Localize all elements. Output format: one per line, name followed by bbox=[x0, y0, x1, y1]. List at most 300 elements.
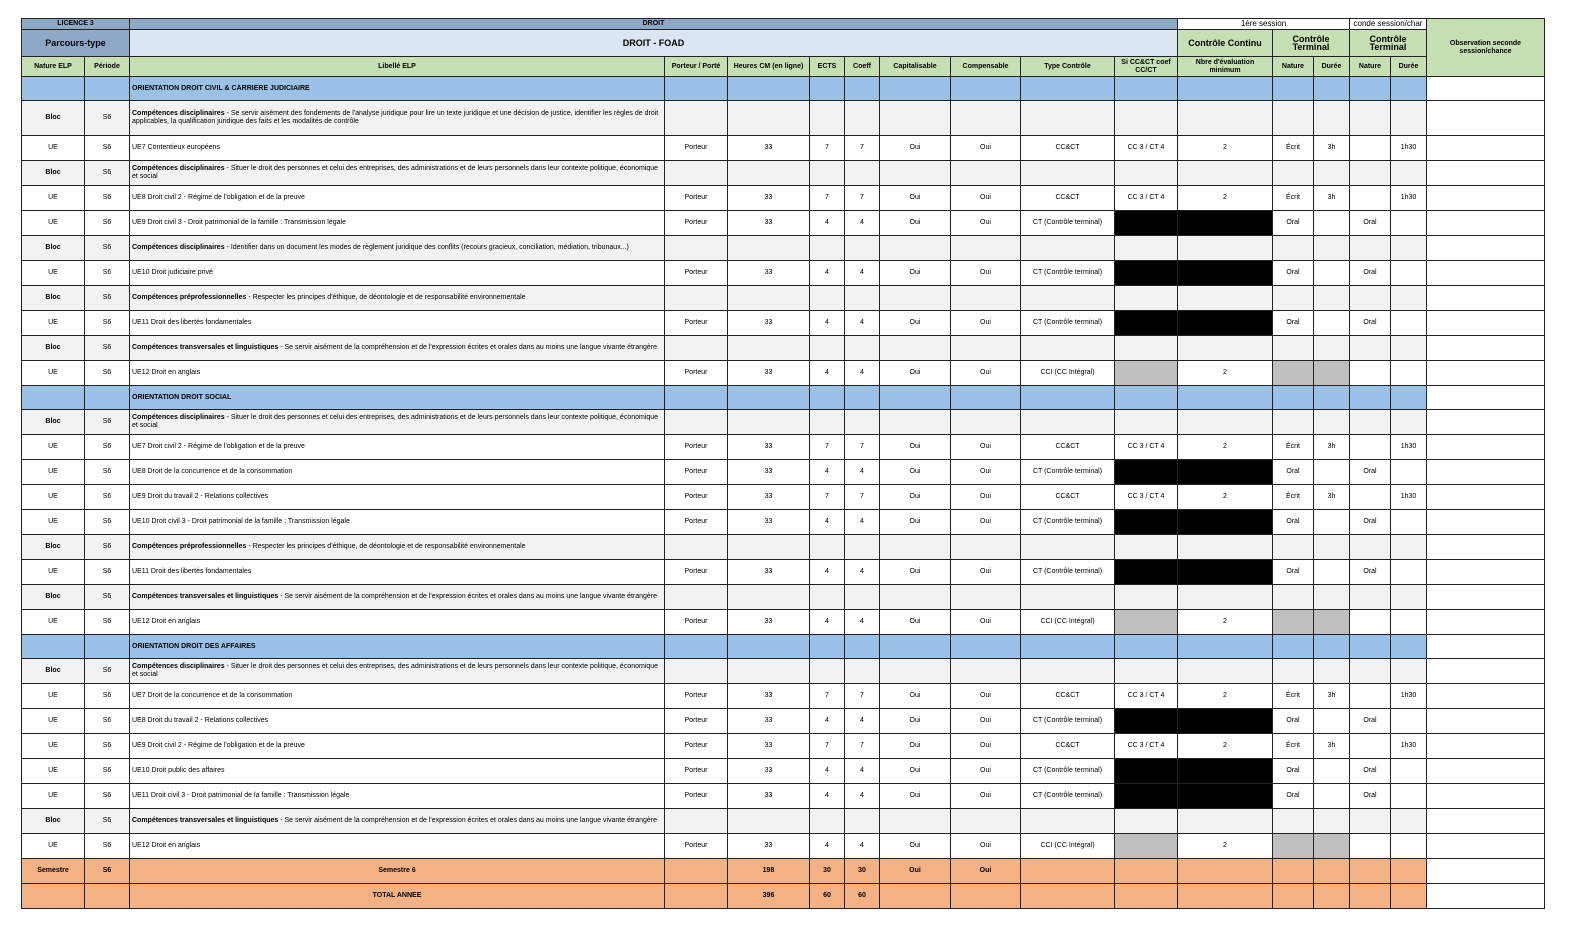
libelle-cell bbox=[130, 410, 665, 435]
competence-description: - Situer le droit des personnes et celui des entreprises, des administrations et de leurs personnels dans leur contexte politique, économique et social bbox=[132, 663, 659, 678]
ue-row bbox=[22, 361, 1545, 386]
heures-cell: 33 bbox=[728, 485, 810, 510]
libelle-cell: UE11 Droit civil 3 - Droit patrimonial de la famille : Transmission légale bbox=[130, 784, 665, 809]
empty-cell bbox=[728, 386, 810, 410]
empty-cell bbox=[728, 809, 810, 834]
periode-cell: S6 bbox=[85, 535, 130, 560]
nature-second-cell: Oral bbox=[1350, 460, 1391, 485]
empty-cell bbox=[810, 101, 845, 136]
libelle-cell: UE12 Droit en anglais bbox=[130, 610, 665, 635]
heures-cell: 33 bbox=[728, 136, 810, 161]
competence-title: Compétences transversales et linguistiques bbox=[132, 344, 279, 351]
compensable-cell: Oui bbox=[951, 560, 1021, 585]
porteur-cell bbox=[665, 859, 728, 884]
capitalisable-cell: Oui bbox=[880, 361, 951, 386]
empty-cell bbox=[1314, 286, 1350, 311]
periode-cell: S6 bbox=[85, 311, 130, 336]
compensable-cell: Oui bbox=[951, 261, 1021, 286]
type-controle-cell: CC&CT bbox=[1021, 186, 1115, 211]
ue-row bbox=[22, 211, 1545, 236]
nature-second-cell: Oral bbox=[1350, 709, 1391, 734]
nature-terminal-cell: Oral bbox=[1273, 211, 1314, 236]
libelle-cell: UE9 Droit civil 3 - Droit patrimonial de la famille : Transmission légale bbox=[130, 211, 665, 236]
empty-cell bbox=[1350, 77, 1391, 101]
nbre-evaluation-cell bbox=[1178, 759, 1273, 784]
porteur-cell: Porteur bbox=[665, 510, 728, 535]
ects-cell: 4 bbox=[810, 759, 845, 784]
empty-cell bbox=[1115, 535, 1178, 560]
compensable-cell: Oui bbox=[951, 136, 1021, 161]
empty-cell bbox=[1178, 336, 1273, 361]
col-duree1: Durée bbox=[1314, 57, 1350, 77]
empty-cell bbox=[880, 286, 951, 311]
nbre-evaluation-cell: 2 bbox=[1178, 610, 1273, 635]
porteur-cell: Porteur bbox=[665, 734, 728, 759]
heures-total-cell: 198 bbox=[728, 859, 810, 884]
duree-terminal-cell: 3h bbox=[1314, 485, 1350, 510]
observation-cell bbox=[1427, 485, 1545, 510]
periode-cell: S6 bbox=[85, 659, 130, 684]
empty-cell bbox=[880, 236, 951, 261]
nature-cell: UE bbox=[22, 759, 85, 784]
empty-cell bbox=[1021, 236, 1115, 261]
periode-cell bbox=[85, 884, 130, 909]
nature-cell: Bloc bbox=[22, 809, 85, 834]
empty-cell bbox=[880, 809, 951, 834]
observation-header: Observation seconde session/chance bbox=[1427, 19, 1545, 77]
col-coef: Si CC&CT coef CC/CT bbox=[1115, 57, 1178, 77]
duree-terminal-cell bbox=[1314, 759, 1350, 784]
libelle-cell: UE8 Droit civil 2 - Régime de l'obligation et de la preuve bbox=[130, 186, 665, 211]
capitalisable-cell: Oui bbox=[880, 435, 951, 460]
empty-cell bbox=[728, 286, 810, 311]
empty-cell bbox=[951, 659, 1021, 684]
ue-row bbox=[22, 136, 1545, 161]
ects-cell: 4 bbox=[810, 261, 845, 286]
empty-cell bbox=[951, 236, 1021, 261]
duree-terminal-cell bbox=[1314, 261, 1350, 286]
empty-cell bbox=[1115, 585, 1178, 610]
empty-cell bbox=[951, 336, 1021, 361]
duree-terminal-cell: 3h bbox=[1314, 734, 1350, 759]
duree-terminal-cell: 3h bbox=[1314, 435, 1350, 460]
empty-cell bbox=[1115, 809, 1178, 834]
empty-cell bbox=[1115, 659, 1178, 684]
ue-row bbox=[22, 759, 1545, 784]
nature-cell: UE bbox=[22, 510, 85, 535]
periode-cell bbox=[85, 386, 130, 410]
nature-cell: UE bbox=[22, 684, 85, 709]
heures-total-cell: 396 bbox=[728, 884, 810, 909]
observation-cell bbox=[1427, 161, 1545, 186]
empty-cell bbox=[1021, 859, 1115, 884]
coef-cell: CC 3 / CT 4 bbox=[1115, 186, 1178, 211]
ects-cell: 4 bbox=[810, 610, 845, 635]
porteur-cell: Porteur bbox=[665, 784, 728, 809]
porteur-cell bbox=[665, 884, 728, 909]
empty-cell bbox=[1314, 410, 1350, 435]
nature-cell: UE bbox=[22, 186, 85, 211]
nbre-evaluation-cell bbox=[1178, 560, 1273, 585]
libelle-cell bbox=[130, 101, 665, 136]
nature-cell: Bloc bbox=[22, 535, 85, 560]
capitalisable-cell: Oui bbox=[880, 311, 951, 336]
empty-cell bbox=[1273, 336, 1314, 361]
empty-cell bbox=[728, 101, 810, 136]
empty-cell bbox=[1314, 535, 1350, 560]
empty-cell bbox=[1314, 585, 1350, 610]
duree-terminal-cell bbox=[1314, 610, 1350, 635]
heures-cell: 33 bbox=[728, 510, 810, 535]
competence-title: Compétences préprofessionnelles bbox=[132, 294, 247, 301]
competence-description: - Respecter les principes d'éthique, de déontologie et de responsabilité environnementale bbox=[246, 543, 526, 550]
empty-cell bbox=[845, 77, 880, 101]
empty-cell bbox=[1350, 236, 1391, 261]
type-controle-cell: CT (Contrôle terminal) bbox=[1021, 311, 1115, 336]
observation-cell bbox=[1427, 211, 1545, 236]
periode-cell: S6 bbox=[85, 211, 130, 236]
compensable-cell: Oui bbox=[951, 485, 1021, 510]
nature-terminal-cell: Oral bbox=[1273, 709, 1314, 734]
capitalisable-cell: Oui bbox=[880, 485, 951, 510]
periode-cell: S6 bbox=[85, 435, 130, 460]
competence-title: Compétences disciplinaires bbox=[132, 414, 225, 421]
empty-cell bbox=[810, 161, 845, 186]
libelle-cell: UE11 Droit des libertés fondamentales bbox=[130, 311, 665, 336]
licence-cell: LICENCE 3 bbox=[22, 19, 130, 30]
col-coeff: Coeff bbox=[845, 57, 880, 77]
empty-cell bbox=[810, 386, 845, 410]
coeff-cell: 7 bbox=[845, 485, 880, 510]
compensable-cell bbox=[951, 884, 1021, 909]
empty-cell bbox=[728, 635, 810, 659]
ects-cell: 4 bbox=[810, 560, 845, 585]
empty-cell bbox=[1021, 535, 1115, 560]
nature-terminal-cell: Oral bbox=[1273, 261, 1314, 286]
coeff-cell: 4 bbox=[845, 834, 880, 859]
empty-cell bbox=[1178, 635, 1273, 659]
duree-second-cell bbox=[1391, 610, 1427, 635]
periode-cell: S6 bbox=[85, 101, 130, 136]
empty-cell bbox=[1178, 77, 1273, 101]
empty-cell bbox=[1021, 336, 1115, 361]
empty-cell bbox=[1273, 809, 1314, 834]
empty-cell bbox=[810, 336, 845, 361]
empty-cell bbox=[1273, 386, 1314, 410]
empty-cell bbox=[1021, 884, 1115, 909]
empty-cell bbox=[665, 386, 728, 410]
nbre-evaluation-cell bbox=[1178, 709, 1273, 734]
empty-cell bbox=[1021, 659, 1115, 684]
nature-second-cell: Oral bbox=[1350, 510, 1391, 535]
empty-cell bbox=[1314, 77, 1350, 101]
nbre-evaluation-cell bbox=[1178, 784, 1273, 809]
nature-second-cell bbox=[1350, 186, 1391, 211]
periode-cell: S6 bbox=[85, 136, 130, 161]
empty-cell bbox=[728, 535, 810, 560]
heures-cell: 33 bbox=[728, 610, 810, 635]
empty-cell bbox=[845, 236, 880, 261]
empty-cell bbox=[1391, 77, 1427, 101]
observation-cell bbox=[1427, 510, 1545, 535]
libelle-cell: UE12 Droit en anglais bbox=[130, 361, 665, 386]
bloc-row bbox=[22, 161, 1545, 186]
empty-cell bbox=[1314, 386, 1350, 410]
periode-cell: S6 bbox=[85, 709, 130, 734]
empty-cell bbox=[951, 809, 1021, 834]
ue-row bbox=[22, 186, 1545, 211]
libelle-cell: UE12 Droit en anglais bbox=[130, 834, 665, 859]
duree-second-cell bbox=[1391, 560, 1427, 585]
empty-cell bbox=[1021, 77, 1115, 101]
coeff-cell: 4 bbox=[845, 460, 880, 485]
ects-cell: 4 bbox=[810, 510, 845, 535]
controle-continu-header: Contrôle Continu bbox=[1178, 30, 1273, 57]
ects-cell: 4 bbox=[810, 361, 845, 386]
empty-cell bbox=[1350, 659, 1391, 684]
empty-cell bbox=[1115, 336, 1178, 361]
empty-cell bbox=[880, 336, 951, 361]
empty-cell bbox=[1021, 161, 1115, 186]
heures-cell: 33 bbox=[728, 784, 810, 809]
bloc-row bbox=[22, 535, 1545, 560]
empty-cell bbox=[845, 635, 880, 659]
nbre-evaluation-cell: 2 bbox=[1178, 361, 1273, 386]
capitalisable-cell: Oui bbox=[880, 734, 951, 759]
periode-cell: S6 bbox=[85, 186, 130, 211]
nature-cell: Bloc bbox=[22, 336, 85, 361]
observation-cell bbox=[1427, 610, 1545, 635]
empty-cell bbox=[1178, 101, 1273, 136]
coeff-cell: 4 bbox=[845, 610, 880, 635]
empty-cell bbox=[1350, 101, 1391, 136]
nature-terminal-cell bbox=[1273, 834, 1314, 859]
coef-cell bbox=[1115, 510, 1178, 535]
empty-cell bbox=[1391, 585, 1427, 610]
libelle-cell bbox=[130, 535, 665, 560]
periode-cell: S6 bbox=[85, 859, 130, 884]
empty-cell bbox=[665, 336, 728, 361]
compensable-cell: Oui bbox=[951, 834, 1021, 859]
empty-cell bbox=[1178, 659, 1273, 684]
nature-second-cell: Oral bbox=[1350, 560, 1391, 585]
empty-cell bbox=[845, 809, 880, 834]
libelle-cell bbox=[130, 236, 665, 261]
empty-cell bbox=[1115, 386, 1178, 410]
ue-row bbox=[22, 460, 1545, 485]
observation-cell bbox=[1427, 734, 1545, 759]
empty-cell bbox=[665, 101, 728, 136]
empty-cell bbox=[1391, 809, 1427, 834]
capitalisable-cell: Oui bbox=[880, 560, 951, 585]
compensable-cell: Oui bbox=[951, 759, 1021, 784]
nature-cell bbox=[22, 884, 85, 909]
empty-cell bbox=[1178, 236, 1273, 261]
nature-second-cell bbox=[1350, 684, 1391, 709]
coeff-cell: 4 bbox=[845, 211, 880, 236]
nature-cell bbox=[22, 635, 85, 659]
observation-cell bbox=[1427, 460, 1545, 485]
nbre-evaluation-cell bbox=[1178, 211, 1273, 236]
libelle-cell bbox=[130, 286, 665, 311]
nature-cell bbox=[22, 77, 85, 101]
nature-terminal-cell: Écrit bbox=[1273, 734, 1314, 759]
periode-cell: S6 bbox=[85, 510, 130, 535]
nature-cell: UE bbox=[22, 834, 85, 859]
empty-cell bbox=[810, 585, 845, 610]
capitalisable-cell: Oui bbox=[880, 834, 951, 859]
ue-row bbox=[22, 734, 1545, 759]
porteur-cell: Porteur bbox=[665, 485, 728, 510]
empty-cell bbox=[1273, 77, 1314, 101]
porteur-cell: Porteur bbox=[665, 435, 728, 460]
porteur-cell: Porteur bbox=[665, 759, 728, 784]
duree-second-cell bbox=[1391, 759, 1427, 784]
empty-cell bbox=[665, 809, 728, 834]
competence-title: Compétences préprofessionnelles bbox=[132, 543, 247, 550]
empty-cell bbox=[1021, 101, 1115, 136]
session1-cell: 1ère session bbox=[1178, 19, 1350, 30]
empty-cell bbox=[1273, 859, 1314, 884]
nature-cell: UE bbox=[22, 485, 85, 510]
duree-terminal-cell bbox=[1314, 460, 1350, 485]
parcours-value: DROIT - FOAD bbox=[130, 30, 1178, 57]
porteur-cell: Porteur bbox=[665, 311, 728, 336]
coeff-cell: 4 bbox=[845, 311, 880, 336]
coeff-cell: 4 bbox=[845, 261, 880, 286]
total-row bbox=[22, 884, 1545, 909]
compensable-cell: Oui bbox=[951, 734, 1021, 759]
competence-description: - Se servir aisément de la compréhension et de l'expression écrites et orales dans au moins une langue vivante étrangère bbox=[278, 344, 658, 351]
coef-cell bbox=[1115, 211, 1178, 236]
periode-cell: S6 bbox=[85, 336, 130, 361]
empty-cell bbox=[1391, 336, 1427, 361]
type-controle-cell: CC&CT bbox=[1021, 435, 1115, 460]
coeff-cell: 7 bbox=[845, 734, 880, 759]
empty-cell bbox=[1391, 635, 1427, 659]
col-nature2: Nature bbox=[1350, 57, 1391, 77]
empty-cell bbox=[665, 410, 728, 435]
competence-title: Compétences transversales et linguistiques bbox=[132, 593, 279, 600]
competence-description: - Identifier dans un document les modes de règlement juridique des conflits (recours gracieux, conciliation, médiation, tribunaux...) bbox=[224, 244, 629, 251]
empty-cell bbox=[1391, 884, 1427, 909]
nature-second-cell bbox=[1350, 485, 1391, 510]
observation-cell bbox=[1427, 336, 1545, 361]
bloc-row bbox=[22, 659, 1545, 684]
nature-terminal-cell: Écrit bbox=[1273, 684, 1314, 709]
coeff-cell: 4 bbox=[845, 361, 880, 386]
duree-terminal-cell bbox=[1314, 709, 1350, 734]
heures-cell: 33 bbox=[728, 435, 810, 460]
empty-cell bbox=[665, 77, 728, 101]
libelle-cell: UE7 Contentieux européens bbox=[130, 136, 665, 161]
observation-cell bbox=[1427, 361, 1545, 386]
empty-cell bbox=[665, 659, 728, 684]
nature-terminal-cell: Écrit bbox=[1273, 136, 1314, 161]
duree-second-cell bbox=[1391, 460, 1427, 485]
periode-cell: S6 bbox=[85, 161, 130, 186]
libelle-cell bbox=[130, 809, 665, 834]
bloc-row bbox=[22, 101, 1545, 136]
header-row-2 bbox=[22, 30, 1545, 57]
empty-cell bbox=[1178, 884, 1273, 909]
empty-cell bbox=[951, 101, 1021, 136]
capitalisable-cell: Oui bbox=[880, 136, 951, 161]
empty-cell bbox=[880, 585, 951, 610]
orientation-title: ORIENTATION DROIT SOCIAL bbox=[130, 386, 665, 410]
duree-second-cell: 1h30 bbox=[1391, 485, 1427, 510]
empty-cell bbox=[1021, 585, 1115, 610]
col-heures: Heures CM (en ligne) bbox=[728, 57, 810, 77]
mcc-table bbox=[21, 18, 1545, 909]
empty-cell bbox=[728, 161, 810, 186]
coeff-cell: 7 bbox=[845, 435, 880, 460]
controle-terminal-header: Contrôle Terminal bbox=[1273, 30, 1350, 57]
periode-cell: S6 bbox=[85, 286, 130, 311]
empty-cell bbox=[1273, 659, 1314, 684]
empty-cell bbox=[1021, 635, 1115, 659]
compensable-cell: Oui bbox=[951, 784, 1021, 809]
empty-cell bbox=[810, 535, 845, 560]
empty-cell bbox=[1314, 635, 1350, 659]
empty-cell bbox=[880, 101, 951, 136]
observation-cell bbox=[1427, 410, 1545, 435]
competence-title: Compétences disciplinaires bbox=[132, 110, 225, 117]
empty-cell bbox=[1391, 236, 1427, 261]
empty-cell bbox=[728, 659, 810, 684]
empty-cell bbox=[1178, 585, 1273, 610]
empty-cell bbox=[810, 286, 845, 311]
empty-cell bbox=[951, 286, 1021, 311]
type-controle-cell: CC&CT bbox=[1021, 485, 1115, 510]
nature-second-cell: Oral bbox=[1350, 759, 1391, 784]
col-periode: Période bbox=[85, 57, 130, 77]
coeff-cell: 4 bbox=[845, 759, 880, 784]
bloc-row bbox=[22, 236, 1545, 261]
col-compensable: Compensable bbox=[951, 57, 1021, 77]
competence-description: - Respecter les principes d'éthique, de déontologie et de responsabilité environnementale bbox=[246, 294, 526, 301]
capitalisable-cell: Oui bbox=[880, 859, 951, 884]
empty-cell bbox=[1391, 101, 1427, 136]
periode-cell: S6 bbox=[85, 734, 130, 759]
observation-cell bbox=[1427, 136, 1545, 161]
total-row bbox=[22, 859, 1545, 884]
empty-cell bbox=[1115, 410, 1178, 435]
type-controle-cell: CCI (CC Intégral) bbox=[1021, 834, 1115, 859]
type-controle-cell: CT (Contrôle terminal) bbox=[1021, 709, 1115, 734]
ue-row bbox=[22, 510, 1545, 535]
empty-cell bbox=[1314, 659, 1350, 684]
coeff-total-cell: 30 bbox=[845, 859, 880, 884]
empty-cell bbox=[1178, 809, 1273, 834]
ue-row bbox=[22, 610, 1545, 635]
column-header-row bbox=[22, 57, 1545, 77]
competence-description: - Se servir aisément de la compréhension et de l'expression écrites et orales dans au moins une langue vivante étrangère bbox=[278, 817, 658, 824]
capitalisable-cell: Oui bbox=[880, 186, 951, 211]
empty-cell bbox=[810, 659, 845, 684]
libelle-cell bbox=[130, 336, 665, 361]
periode-cell: S6 bbox=[85, 236, 130, 261]
compensable-cell: Oui bbox=[951, 610, 1021, 635]
ects-cell: 7 bbox=[810, 186, 845, 211]
empty-cell bbox=[1314, 336, 1350, 361]
empty-cell bbox=[1273, 884, 1314, 909]
ue-row bbox=[22, 834, 1545, 859]
libelle-cell: UE9 Droit civil 2 - Régime de l'obligation et de la preuve bbox=[130, 734, 665, 759]
empty-cell bbox=[1273, 161, 1314, 186]
col-nature: Nature ELP bbox=[22, 57, 85, 77]
nature-terminal-cell: Oral bbox=[1273, 311, 1314, 336]
